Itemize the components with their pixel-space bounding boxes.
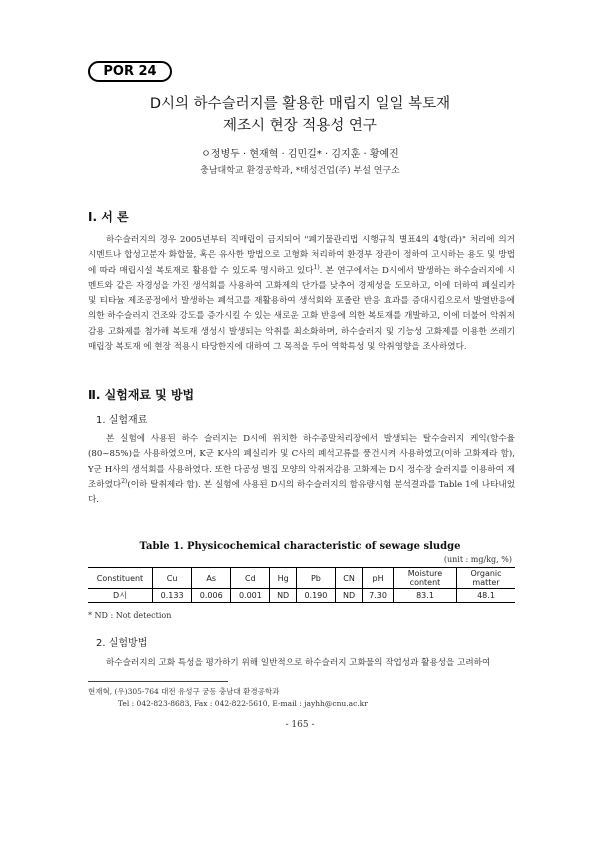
introduction-paragraph <box>88 233 515 355</box>
session-badge: POR 24 <box>88 61 172 82</box>
table-cell: ND <box>335 589 362 603</box>
table-cell: 7.30 <box>363 589 394 603</box>
footnote-divider <box>88 681 228 682</box>
table-cell: 48.1 <box>457 589 516 603</box>
table-header-row <box>88 568 515 589</box>
page-number: - 165 - <box>285 720 315 730</box>
subsection-heading-procedure: 2. 실험방법 <box>96 638 148 649</box>
table-cell: 0.001 <box>231 589 270 603</box>
table-header-cell: As <box>192 568 231 589</box>
table-header-cell: Cd <box>231 568 270 589</box>
affiliation: 충남대학교 환경공학과, *태성건업(주) 부설 연구소 <box>200 166 400 176</box>
author-list: ㅇ정병두 · 현재혁 · 김민길* · 김지훈 · 황예진 <box>201 149 399 160</box>
table-cell: 0.133 <box>153 589 192 603</box>
section-heading-introduction: Ⅰ. 서 론 <box>88 210 129 224</box>
paper-title: D시의 하수슬러지를 활용한 매립지 일일 복토재 <box>149 96 451 112</box>
intro-text-a: 하수슬러지의 경우 2005년부터 직매립이 금지되어 "폐기물관리법 시행규칙 별표4의 4항(라)" 처리에 의거 시멘트나 합성고분자 화합물, 혹은 유사한 방법으로 고형화 처리하여 환경부 장관이 정하여 고시하는 용도 및 방법에 따라 매립시설 복토재로 활용할 수 있도록 명시하고 있다 <box>88 235 515 276</box>
table-row <box>88 589 515 603</box>
table-cell: 83.1 <box>394 589 457 603</box>
table-cell: 0.006 <box>192 589 231 603</box>
corresponding-author-address: 현재혁, (우)305-764 대전 유성구 궁동 충남대 환경공학과 <box>88 687 280 696</box>
table-header-cell: CN <box>335 568 362 589</box>
table-caption: Table 1. Physicochemical characteristic of sewage sludge <box>139 541 461 552</box>
paper-title-line2: 제조시 현장 적용성 연구 <box>223 118 377 134</box>
sludge-characteristics-table <box>88 567 515 603</box>
materials-citation: 2) <box>121 478 128 486</box>
table-footnote: * ND : Not detection <box>88 611 172 620</box>
materials-text-a: 본 실험에 사용된 하수 슬러지는 D시에 위치한 하수종말처리장에서 발생되는 탈수슬러지 케익(함수율 (80~85%)을 사용하였으며, K군 K사의 폐실리카 및 C사의 폐석고류를 풍건시켜 사용하였고(이하 고화제라 함), Y군 H사의 생석회를 사용하였다. 또한 다공성 벌집 모양의 악취저감용 고화제는 D시 정수장 슬러지를 이용하여 제조하였다 <box>88 434 515 490</box>
table-header-cell: Constituent <box>88 568 153 589</box>
table-header-cell: Hg <box>270 568 296 589</box>
table-cell: 0.190 <box>296 589 335 603</box>
table-header-cell: Organic matter <box>457 568 516 589</box>
table-header-cell: Pb <box>296 568 335 589</box>
table-cell: ND <box>270 589 296 603</box>
table-header-cell: Cu <box>153 568 192 589</box>
subsection-heading-materials: 1. 실험재료 <box>96 415 148 426</box>
table-header-cell: pH <box>363 568 394 589</box>
table-header-cell: Moisture content <box>394 568 457 589</box>
intro-text-b: . 본 연구에서는 D시에서 발생하는 하수슬러지에 시멘트와 같은 자경성을 가진 생석회를 사용하여 고화제의 단가를 낮추어 경제성을 도모하고, 이에 더하여 폐실리카 및 티타늄 제조공정에서 발생하는 폐석고를 재활용하여 생석회와 포졸란 반응 효과를 증대시킴으로서 발열반응에 의한 하수슬러지 건조와 강도를 증가시킬 수 있는 새로운 고화 반응에 의한 복토재를 개발하고, 이에 더불어 악취저감용 고화제를 첨가해 복토재 생성시 발생되는 악취를 최소화하며, 하수슬러지 및 기능성 고화제를 이용한 쓰레기 매립장 복토재 에 현장 적용시 타당한지에 대하여 그 목적을 두어 역학특성 및 악취영향을 조사하였다. <box>88 265 516 353</box>
materials-paragraph <box>88 432 515 508</box>
intro-citation: 1) <box>313 263 320 271</box>
materials-text-b: (이하 탈취제라 함). 본 실험에 사용된 D시의 하수슬러지의 함유량시험 분석결과를 Table 1에 나타내었다. <box>88 479 515 506</box>
table-unit: (unit : mg/kg, %) <box>443 555 512 564</box>
procedure-paragraph: 하수슬러지의 고화 특성을 평가하기 위해 일반적으로 하수슬러지 고화물의 작업성과 활용성을 고려하여 <box>106 658 491 668</box>
section-heading-methods: Ⅱ. 실험재료 및 방법 <box>88 388 195 402</box>
corresponding-author-contact: Tel : 042-823-8683, Fax : 042-822-5610, E-mail : jayhh@cnu.ac.kr <box>118 699 368 708</box>
table-cell: D시 <box>88 589 153 603</box>
